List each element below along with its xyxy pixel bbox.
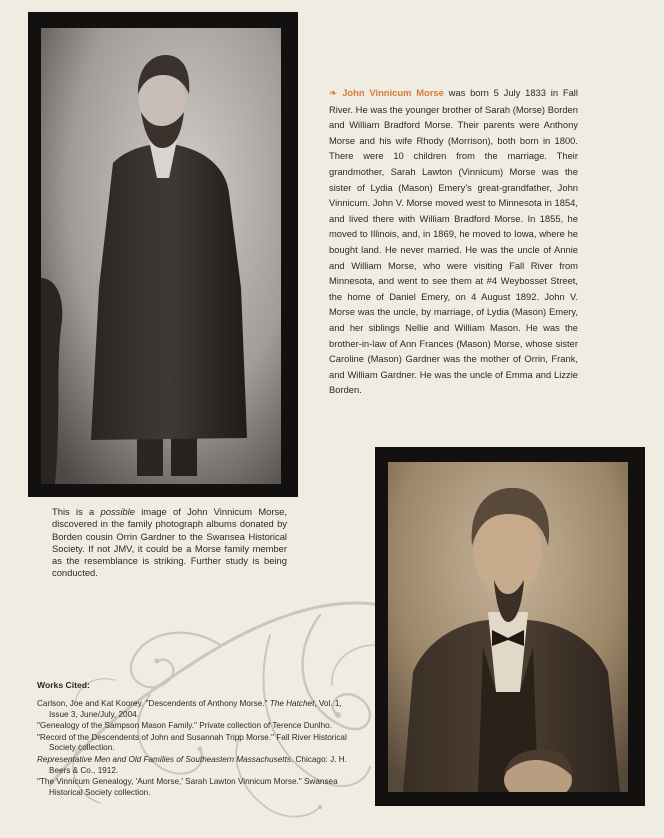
citation-1-details: , Vol. 1, Issue 3, June/July, 2004. [49, 699, 342, 719]
bio-text: was born 5 July 1833 in Fall River. He was the younger brother of Sarah (Morse) Borden and William Bradford Morse. Their parents were Anthony Morse and his wife Rhody (Morrison), both born in 1800. There were 10 children from the marriage. Their grandmother, Sarah Lawton (Vinnicum) Morse was the sister of Lydia (Mason) Emery's great-grandfather, John Vinnicum. John V. Morse moved west to Minnesota in 1854, and lived there with William Bradford Morse. In 1855, he moved to Illinois, and, in 1869, he moved to Iowa, where he bought land. He never married. He was the uncle of Annie and William Morse, who were visiting Fall River from Minnesota, and went to see them at #4 Weybosset Street, the home of Daniel Emery, on 4 August 1892. John V. Morse was the uncle, by marriage, of Lydia (Mason) Emery, and her siblings Nellie and William Mason. He was the brother-in-law of Ann Frances (Mason) Morse, whose sister Caroline (Mason) Gardner was the mother of Orrin, Frank, and William Gardner. He was the uncle of Emma and Lizzie Borden. [329, 87, 578, 396]
citation-5: "The Vinnicum Genealogy, 'Aunt Morse,' Sarah Lawton Vinnicum Morse." Swansea Historical Society collection. [37, 777, 338, 797]
citation-1 [37, 699, 357, 720]
citation-1-title: The Hatchet [269, 699, 315, 708]
works-cited [37, 680, 357, 799]
citation-4-title: Representative Men and Old Families of Southeastern Massachusetts [37, 754, 291, 764]
works-cited-title: Works Cited: [37, 680, 90, 690]
photo-caption [52, 506, 287, 580]
standing-portrait-photo [41, 28, 281, 484]
citation-1-text: Carlson, Joe and Kat Koorey. "Descendents of Anthony Morse." [37, 699, 270, 708]
citation-2: "Genealogy of the Sampson Mason Family." Private collection of Terence Dunlho. [37, 721, 332, 731]
fleuron-icon: ❧ [329, 88, 338, 99]
seated-portrait-photo [388, 462, 628, 792]
caption-text-end: image of John Vinnicum Morse, discovered in the family photograph albums donated by Borden cousin Orrin Gardner to the Swansea Historical Society. If not JMV, it could be a Morse family member as the resemblance is striking. Further study is being conducted. [52, 506, 287, 579]
citation-4 [37, 755, 357, 776]
citation-3: "Record of the Descendents of John and Susannah Tripp Morse." Fall River Historical Society collection. [37, 732, 347, 753]
caption-text-start: This is a [52, 506, 101, 517]
caption-emphasis: possible [100, 506, 135, 517]
citation-4-details: . Chicago: J. H. Beers & Co., 1912. [49, 754, 347, 775]
bio-name: John Vinnicum Morse [342, 87, 444, 98]
bio-paragraph [329, 85, 578, 398]
